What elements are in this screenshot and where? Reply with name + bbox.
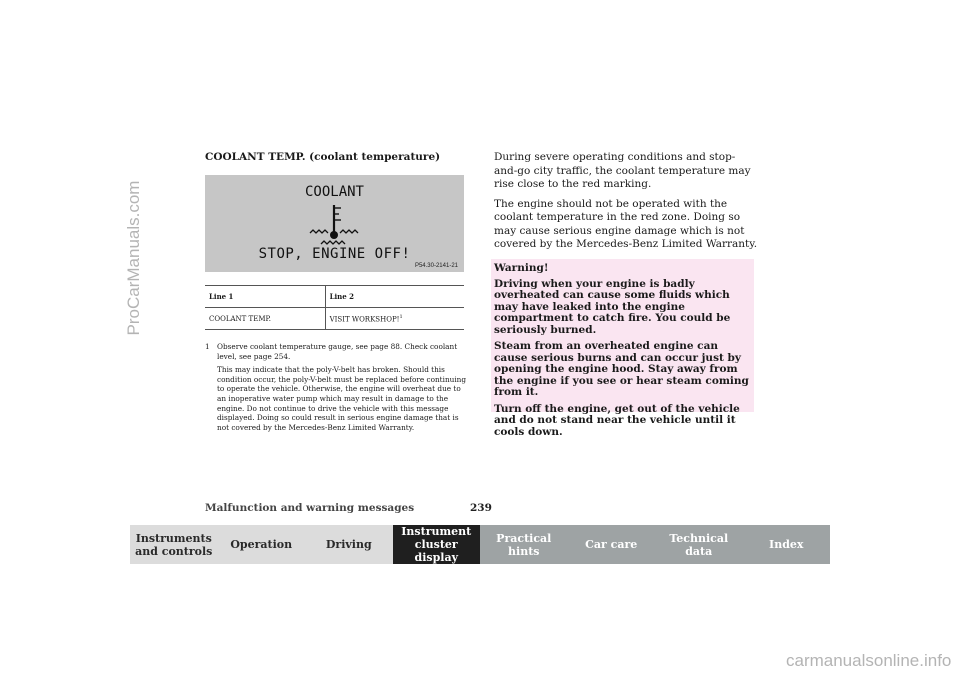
bottom-watermark: carmanualsonline.info [786, 651, 952, 670]
side-watermark-text: ProCarManuals.com [124, 180, 143, 336]
tab-practical-hints[interactable]: Practical hints [480, 525, 568, 564]
page-number: 239 [470, 502, 492, 514]
lcd-line1: COOLANT [304, 184, 364, 200]
message-table [205, 285, 464, 330]
warning-paragraph: Turn off the engine, get out of the vehicle and do not stand near the vehicle until it cools down. [494, 402, 740, 438]
warning-paragraph: Driving when your engine is badly overheated can cause some fluids which may have leaked into the engine compartment to catch fire. You could be seriously burned. [494, 277, 731, 336]
warning-title: Warning! [494, 262, 549, 274]
tab-technical-data[interactable]: Technical data [655, 525, 743, 564]
body-paragraph: During severe operating conditions and stop-and-go city traffic, the coolant temperature may rise close to the red marking. [494, 151, 751, 190]
lcd-display-illustration [205, 175, 464, 272]
image-code: P54.30-2141-21 [414, 263, 458, 269]
chapter-tab-bar [130, 525, 830, 564]
tab-operation[interactable]: Operation [218, 525, 306, 564]
footnote [205, 342, 467, 436]
column-header-line1: Line 1 [209, 292, 234, 301]
footnote-paragraph: This may indicate that the poly-V-belt has broken. Should this condition occur, the poly-V-belt must be replaced before continuing to operate the vehicle. Otherwise, the engine will overheat due to an inoperative water pump which may result in damage to the engine. Do not continue to drive the vehicle with this message displayed. Doing so could result in serious engine damage that is not covered by the Mercedes-Benz Limited Warranty. [217, 365, 467, 432]
warning-box [491, 259, 754, 438]
column-header-line2: Line 2 [325, 286, 464, 308]
footnote-paragraph: Observe coolant temperature gauge, see page 88. Check coolant level, see page 254. [217, 342, 458, 361]
cell-line2 [325, 308, 464, 330]
right-column-text [494, 151, 758, 258]
body-paragraph: The engine should not be operated with the coolant temperature in the red zone. Doing so may cause serious engine damage which is not covered by the Mercedes-Benz Limited Warranty. [494, 197, 758, 250]
lcd-line2: STOP, ENGINE OFF! [258, 246, 411, 262]
cell-line1: COOLANT TEMP. [209, 314, 272, 323]
tab-instruments-and-controls[interactable]: Instruments and controls [130, 525, 218, 564]
tab-driving[interactable]: Driving [305, 525, 393, 564]
section-heading: COOLANT TEMP. (coolant temperature) [205, 151, 441, 163]
footnote-mark: 1 [399, 313, 403, 320]
table-header-row [205, 286, 464, 308]
tab-index[interactable]: Index [743, 525, 831, 564]
tab-car-care[interactable]: Car care [568, 525, 656, 564]
footer-section-title: Malfunction and warning messages [205, 502, 415, 514]
footnote-number: 1 [205, 342, 210, 351]
table-row [205, 308, 464, 330]
cell-line2-text: VISIT WORKSHOP! [329, 315, 400, 324]
tab-instrument-cluster-display[interactable]: Instrument cluster display [393, 525, 481, 564]
warning-paragraph: Steam from an overheated engine can cause serious burns and can occur just by opening the engine hood. Stay away from the engine if you see or hear steam coming from it. [494, 340, 749, 398]
